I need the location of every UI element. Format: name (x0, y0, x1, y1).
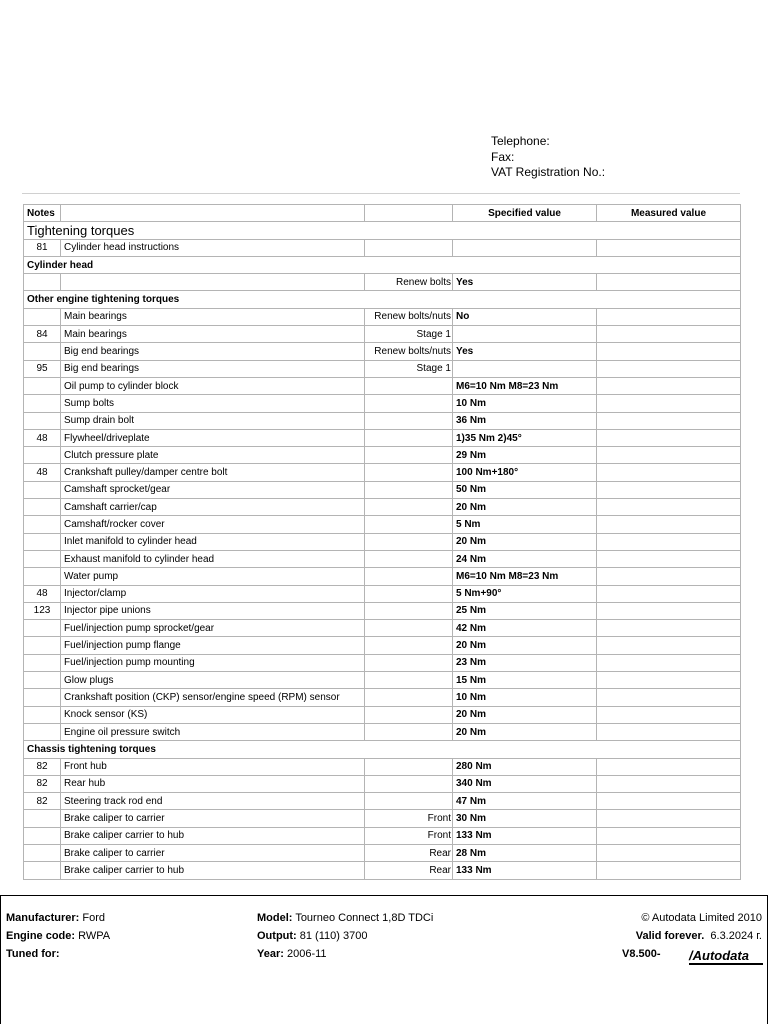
note-cell (24, 447, 61, 464)
section-title: Cylinder head (24, 256, 741, 273)
component-cell: Big end bearings (61, 343, 365, 360)
component-cell: Big end bearings (61, 360, 365, 377)
manufacturer: Manufacturer: Ford (6, 912, 106, 924)
note-cell: 48 (24, 585, 61, 602)
measured-value-cell (597, 239, 741, 256)
specified-value-cell: 47 Nm (453, 793, 597, 810)
fax-label: Fax: (491, 149, 515, 164)
specified-value-cell: 10 Nm (453, 395, 597, 412)
measured-value-cell (597, 360, 741, 377)
table-row (24, 429, 741, 446)
specified-value-cell: 28 Nm (453, 844, 597, 861)
note-cell (24, 533, 61, 550)
condition-cell: Front (365, 827, 453, 844)
table-row (24, 481, 741, 498)
component-cell (61, 274, 365, 291)
specified-value-cell: 15 Nm (453, 672, 597, 689)
component-cell: Fuel/injection pump sprocket/gear (61, 620, 365, 637)
component-cell: Brake caliper carrier to hub (61, 827, 365, 844)
measured-value-header: Measured value (597, 205, 741, 222)
condition-cell (365, 464, 453, 481)
measured-value-cell (597, 377, 741, 394)
condition-cell (365, 758, 453, 775)
note-cell (24, 499, 61, 516)
specified-value-cell: 20 Nm (453, 637, 597, 654)
condition-cell (365, 533, 453, 550)
measured-value-cell (597, 758, 741, 775)
component-cell: Brake caliper carrier to hub (61, 862, 365, 879)
specified-value-cell: 133 Nm (453, 862, 597, 879)
measured-value-cell (597, 274, 741, 291)
table-row (24, 689, 741, 706)
table-header-row (24, 205, 741, 222)
condition-cell (365, 377, 453, 394)
year: Year: 2006-11 (257, 948, 327, 960)
measured-value-cell (597, 550, 741, 567)
component-cell: Steering track rod end (61, 793, 365, 810)
copyright: © Autodata Limited 2010 (641, 912, 762, 924)
condition-cell (365, 568, 453, 585)
measured-value-cell (597, 343, 741, 360)
version: V8.500- (622, 948, 661, 960)
specified-value-cell (453, 360, 597, 377)
measured-value-cell (597, 620, 741, 637)
measured-value-cell (597, 810, 741, 827)
note-cell (24, 654, 61, 671)
measured-value-cell (597, 568, 741, 585)
component-cell: Sump drain bolt (61, 412, 365, 429)
measured-value-cell (597, 654, 741, 671)
note-cell (24, 620, 61, 637)
measured-value-cell (597, 827, 741, 844)
note-cell (24, 412, 61, 429)
component-cell: Sump bolts (61, 395, 365, 412)
table-row (24, 637, 741, 654)
condition-cell (365, 602, 453, 619)
condition-cell (365, 654, 453, 671)
specified-value-cell: 25 Nm (453, 602, 597, 619)
model: Model: Tourneo Connect 1,8D TDCi (257, 912, 434, 924)
component-cell: Glow plugs (61, 672, 365, 689)
measured-value-cell (597, 308, 741, 325)
component-cell: Main bearings (61, 326, 365, 343)
note-cell (24, 706, 61, 723)
condition-cell (365, 706, 453, 723)
specified-value-cell: 24 Nm (453, 550, 597, 567)
note-cell (24, 810, 61, 827)
table-row (24, 723, 741, 740)
measured-value-cell (597, 395, 741, 412)
note-cell: 48 (24, 464, 61, 481)
condition-cell (365, 499, 453, 516)
component-cell: Injector pipe unions (61, 602, 365, 619)
note-cell (24, 481, 61, 498)
note-cell: 48 (24, 429, 61, 446)
condition-cell (365, 516, 453, 533)
table-row (24, 516, 741, 533)
notes-header: Notes (24, 205, 61, 222)
condition-cell: Renew bolts/nuts (365, 343, 453, 360)
section-row (24, 291, 741, 308)
table-row (24, 395, 741, 412)
footer (0, 895, 768, 1024)
top-divider (22, 193, 740, 194)
table-row (24, 568, 741, 585)
component-cell: Engine oil pressure switch (61, 723, 365, 740)
note-cell (24, 377, 61, 394)
measured-value-cell (597, 723, 741, 740)
specified-value-cell: No (453, 308, 597, 325)
measured-value-cell (597, 844, 741, 861)
specified-value-cell: 20 Nm (453, 723, 597, 740)
condition-cell: Stage 1 (365, 360, 453, 377)
measured-value-cell (597, 602, 741, 619)
table-title-row (24, 222, 741, 239)
condition-cell: Renew bolts (365, 274, 453, 291)
note-cell (24, 827, 61, 844)
specified-value-cell: 23 Nm (453, 654, 597, 671)
vat-label: VAT Registration No.: (491, 165, 606, 179)
measured-value-cell (597, 689, 741, 706)
table-row (24, 274, 741, 291)
validity: Valid forever. 6.3.2024 г. (635, 930, 762, 942)
component-cell: Injector/clamp (61, 585, 365, 602)
note-cell: 81 (24, 239, 61, 256)
condition-cell: Rear (365, 862, 453, 879)
table-row (24, 343, 741, 360)
component-cell: Flywheel/driveplate (61, 429, 365, 446)
specified-value-cell: 20 Nm (453, 499, 597, 516)
condition-cell (365, 689, 453, 706)
measured-value-cell (597, 533, 741, 550)
note-cell: 82 (24, 775, 61, 792)
specified-value-cell: 30 Nm (453, 810, 597, 827)
measured-value-cell (597, 429, 741, 446)
condition-cell (365, 550, 453, 567)
note-cell (24, 568, 61, 585)
note-cell (24, 343, 61, 360)
specified-value-cell: M6=10 Nm M8=23 Nm (453, 568, 597, 585)
note-cell (24, 308, 61, 325)
component-cell: Brake caliper to carrier (61, 810, 365, 827)
table-row (24, 308, 741, 325)
condition-cell (365, 672, 453, 689)
specified-value-cell: 36 Nm (453, 412, 597, 429)
specified-value-cell: 20 Nm (453, 706, 597, 723)
table-row (24, 672, 741, 689)
component-cell: Fuel/injection pump flange (61, 637, 365, 654)
section-row (24, 741, 741, 758)
component-cell: Camshaft carrier/cap (61, 499, 365, 516)
component-cell: Knock sensor (KS) (61, 706, 365, 723)
specified-value-cell: 10 Nm (453, 689, 597, 706)
note-cell (24, 723, 61, 740)
specified-value-cell (453, 239, 597, 256)
note-cell (24, 862, 61, 879)
condition-cell: Stage 1 (365, 326, 453, 343)
table-row (24, 620, 741, 637)
specified-value-cell: 50 Nm (453, 481, 597, 498)
measured-value-cell (597, 775, 741, 792)
component-cell: Crankshaft pulley/damper centre bolt (61, 464, 365, 481)
measured-value-cell (597, 706, 741, 723)
component-cell: Camshaft/rocker cover (61, 516, 365, 533)
note-cell (24, 516, 61, 533)
specified-value-cell: Yes (453, 274, 597, 291)
note-cell (24, 672, 61, 689)
note-cell: 82 (24, 758, 61, 775)
component-cell: Exhaust manifold to cylinder head (61, 550, 365, 567)
table-row (24, 827, 741, 844)
table-row (24, 862, 741, 879)
measured-value-cell (597, 326, 741, 343)
specified-value-cell: 1)35 Nm 2)45° (453, 429, 597, 446)
condition-cell (365, 585, 453, 602)
note-cell (24, 689, 61, 706)
condition-cell (365, 481, 453, 498)
specified-value-cell: 340 Nm (453, 775, 597, 792)
specified-value-cell: 20 Nm (453, 533, 597, 550)
condition-cell (365, 620, 453, 637)
component-cell: Clutch pressure plate (61, 447, 365, 464)
component-cell: Fuel/injection pump mounting (61, 654, 365, 671)
logo-underline (689, 963, 763, 965)
table-row (24, 758, 741, 775)
table-row (24, 447, 741, 464)
component-cell: Main bearings (61, 308, 365, 325)
contact-block (491, 134, 605, 181)
table-row (24, 602, 741, 619)
telephone-label: Telephone: (491, 134, 550, 148)
table-row (24, 412, 741, 429)
section-title: Chassis tightening torques (24, 741, 741, 758)
specified-value-cell: 100 Nm+180° (453, 464, 597, 481)
component-cell: Brake caliper to carrier (61, 844, 365, 861)
specified-value-cell: 280 Nm (453, 758, 597, 775)
measured-value-cell (597, 464, 741, 481)
measured-value-cell (597, 637, 741, 654)
table-row (24, 499, 741, 516)
component-cell: Camshaft sprocket/gear (61, 481, 365, 498)
note-cell (24, 395, 61, 412)
condition-cell (365, 395, 453, 412)
specified-value-cell: M6=10 Nm M8=23 Nm (453, 377, 597, 394)
component-cell: Inlet manifold to cylinder head (61, 533, 365, 550)
table-title: Tightening torques (24, 222, 741, 239)
condition-cell (365, 412, 453, 429)
component-cell: Oil pump to cylinder block (61, 377, 365, 394)
note-cell: 95 (24, 360, 61, 377)
table-row (24, 706, 741, 723)
table-row (24, 793, 741, 810)
specified-value-cell: 42 Nm (453, 620, 597, 637)
note-cell: 82 (24, 793, 61, 810)
measured-value-cell (597, 516, 741, 533)
section-row (24, 256, 741, 273)
condition-cell (365, 775, 453, 792)
measured-value-cell (597, 862, 741, 879)
autodata-logo: /Autodata (689, 948, 749, 963)
engine-code: Engine code: RWPA (6, 930, 111, 942)
measured-value-cell (597, 672, 741, 689)
note-cell: 84 (24, 326, 61, 343)
component-cell: Front hub (61, 758, 365, 775)
table-row (24, 654, 741, 671)
condition-cell (365, 429, 453, 446)
condition-cell: Rear (365, 844, 453, 861)
measured-value-cell (597, 499, 741, 516)
note-cell: 123 (24, 602, 61, 619)
table-row (24, 326, 741, 343)
measured-value-cell (597, 481, 741, 498)
measured-value-cell (597, 793, 741, 810)
component-cell: Cylinder head instructions (61, 239, 365, 256)
torques-table (23, 204, 741, 880)
condition-cell (365, 239, 453, 256)
table-row (24, 377, 741, 394)
note-cell (24, 550, 61, 567)
table-row (24, 239, 741, 256)
output: Output: 81 (110) 3700 (257, 930, 368, 942)
table-row (24, 360, 741, 377)
condition-cell: Front (365, 810, 453, 827)
measured-value-cell (597, 412, 741, 429)
specified-value-cell: 5 Nm (453, 516, 597, 533)
specified-value-cell: Yes (453, 343, 597, 360)
table-row (24, 775, 741, 792)
measured-value-cell (597, 585, 741, 602)
table-row (24, 810, 741, 827)
table-row (24, 550, 741, 567)
condition-cell (365, 723, 453, 740)
condition-cell: Renew bolts/nuts (365, 308, 453, 325)
table-row (24, 844, 741, 861)
component-cell: Crankshaft position (CKP) sensor/engine speed (RPM) sensor (61, 689, 365, 706)
specified-value-cell: 29 Nm (453, 447, 597, 464)
condition-cell (365, 637, 453, 654)
note-cell (24, 274, 61, 291)
table-row (24, 533, 741, 550)
table-row (24, 464, 741, 481)
condition-cell (365, 793, 453, 810)
condition-cell (365, 447, 453, 464)
measured-value-cell (597, 447, 741, 464)
tuned-for: Tuned for: (6, 948, 60, 960)
table-row (24, 585, 741, 602)
specified-value-cell (453, 326, 597, 343)
component-cell: Water pump (61, 568, 365, 585)
note-cell (24, 844, 61, 861)
section-title: Other engine tightening torques (24, 291, 741, 308)
specified-value-cell: 5 Nm+90° (453, 585, 597, 602)
specified-value-header: Specified value (453, 205, 597, 222)
specified-value-cell: 133 Nm (453, 827, 597, 844)
note-cell (24, 637, 61, 654)
component-cell: Rear hub (61, 775, 365, 792)
